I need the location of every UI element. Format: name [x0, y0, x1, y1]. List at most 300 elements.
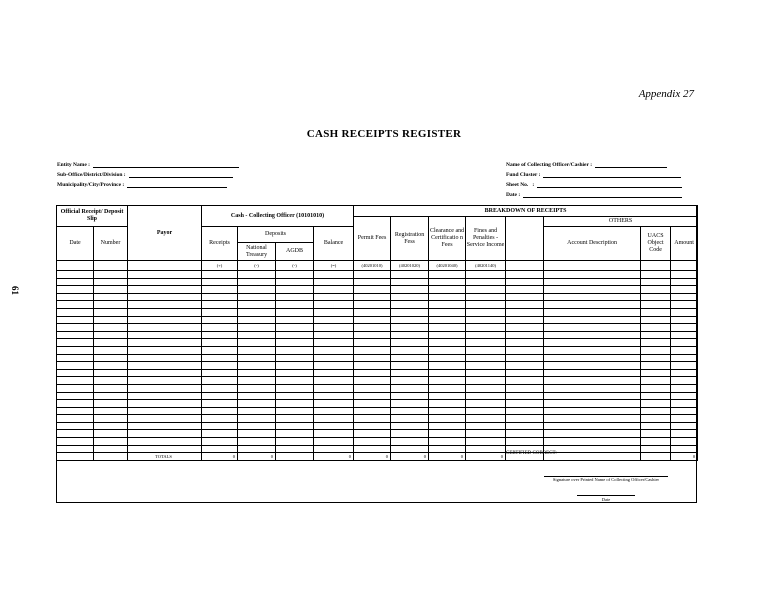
table-cell[interactable]	[671, 362, 698, 370]
table-cell[interactable]	[354, 377, 391, 385]
table-cell[interactable]	[466, 286, 506, 294]
table-cell[interactable]	[641, 392, 671, 400]
table-cell[interactable]	[276, 422, 314, 430]
table-cell[interactable]	[641, 316, 671, 324]
table-cell[interactable]	[276, 339, 314, 347]
table-cell[interactable]	[506, 400, 544, 408]
table-cell[interactable]	[641, 362, 671, 370]
table-cell[interactable]	[429, 445, 466, 453]
table-cell[interactable]	[544, 271, 641, 279]
table-cell[interactable]	[128, 362, 202, 370]
table-cell[interactable]	[57, 271, 94, 279]
table-cell[interactable]	[671, 278, 698, 286]
table-cell[interactable]	[466, 392, 506, 400]
table-cell[interactable]	[57, 354, 94, 362]
table-cell[interactable]	[202, 422, 238, 430]
table-cell[interactable]	[354, 278, 391, 286]
table-cell[interactable]	[238, 331, 276, 339]
table-cell[interactable]	[57, 369, 94, 377]
table-cell[interactable]	[94, 331, 128, 339]
table-cell[interactable]	[429, 400, 466, 408]
table-cell[interactable]	[466, 362, 506, 370]
table-cell[interactable]	[314, 430, 354, 438]
table-cell[interactable]	[544, 339, 641, 347]
table-cell[interactable]	[429, 293, 466, 301]
table-cell[interactable]	[94, 377, 128, 385]
table-cell[interactable]	[641, 354, 671, 362]
table-cell[interactable]	[391, 392, 429, 400]
table-cell[interactable]	[238, 271, 276, 279]
table-cell[interactable]	[238, 445, 276, 453]
table-cell[interactable]	[276, 392, 314, 400]
table-cell[interactable]	[391, 415, 429, 423]
table-cell[interactable]	[391, 369, 429, 377]
table-cell[interactable]	[57, 308, 94, 316]
table-cell[interactable]	[202, 339, 238, 347]
table-cell[interactable]	[641, 346, 671, 354]
table-cell[interactable]	[276, 369, 314, 377]
table-cell[interactable]	[641, 422, 671, 430]
table-cell[interactable]	[94, 354, 128, 362]
table-cell[interactable]	[202, 407, 238, 415]
table-cell[interactable]	[128, 271, 202, 279]
table-cell[interactable]	[314, 369, 354, 377]
table-cell[interactable]	[506, 301, 544, 309]
table-cell[interactable]	[202, 445, 238, 453]
table-cell[interactable]	[354, 301, 391, 309]
table-cell[interactable]	[314, 354, 354, 362]
table-cell[interactable]	[57, 293, 94, 301]
table-cell[interactable]	[354, 369, 391, 377]
table-cell[interactable]	[466, 430, 506, 438]
table-cell[interactable]	[238, 392, 276, 400]
table-cell[interactable]	[391, 271, 429, 279]
table-cell[interactable]	[506, 331, 544, 339]
table-cell[interactable]	[202, 377, 238, 385]
table-cell[interactable]	[671, 384, 698, 392]
table-cell[interactable]	[354, 407, 391, 415]
table-cell[interactable]	[276, 331, 314, 339]
table-cell[interactable]	[506, 354, 544, 362]
table-cell[interactable]	[314, 422, 354, 430]
table-cell[interactable]	[671, 392, 698, 400]
table-cell[interactable]	[354, 415, 391, 423]
table-cell[interactable]	[128, 346, 202, 354]
table-cell[interactable]	[57, 377, 94, 385]
table-cell[interactable]	[57, 278, 94, 286]
table-cell[interactable]	[57, 445, 94, 453]
table-cell[interactable]	[391, 324, 429, 332]
table-cell[interactable]	[57, 324, 94, 332]
table-cell[interactable]	[544, 384, 641, 392]
table-cell[interactable]	[671, 415, 698, 423]
table-cell[interactable]	[671, 301, 698, 309]
table-cell[interactable]	[94, 286, 128, 294]
table-cell[interactable]	[128, 324, 202, 332]
table-cell[interactable]	[429, 415, 466, 423]
table-cell[interactable]	[429, 438, 466, 446]
table-cell[interactable]	[202, 400, 238, 408]
table-cell[interactable]	[466, 377, 506, 385]
table-cell[interactable]	[466, 384, 506, 392]
table-cell[interactable]	[641, 286, 671, 294]
table-cell[interactable]	[429, 316, 466, 324]
table-cell[interactable]	[506, 438, 544, 446]
table-cell[interactable]	[544, 362, 641, 370]
table-cell[interactable]	[354, 354, 391, 362]
table-cell[interactable]	[94, 422, 128, 430]
table-cell[interactable]	[466, 324, 506, 332]
table-cell[interactable]	[202, 438, 238, 446]
table-cell[interactable]	[641, 278, 671, 286]
table-cell[interactable]	[671, 286, 698, 294]
table-cell[interactable]	[429, 331, 466, 339]
table-cell[interactable]	[641, 438, 671, 446]
table-cell[interactable]	[94, 392, 128, 400]
table-cell[interactable]	[238, 407, 276, 415]
table-cell[interactable]	[671, 271, 698, 279]
table-cell[interactable]	[506, 293, 544, 301]
table-cell[interactable]	[466, 346, 506, 354]
table-cell[interactable]	[94, 438, 128, 446]
table-cell[interactable]	[466, 308, 506, 316]
table-cell[interactable]	[429, 339, 466, 347]
table-cell[interactable]	[94, 308, 128, 316]
table-cell[interactable]	[671, 407, 698, 415]
table-cell[interactable]	[429, 362, 466, 370]
fund-cluster-field[interactable]	[506, 171, 681, 178]
table-cell[interactable]	[57, 384, 94, 392]
table-cell[interactable]	[506, 339, 544, 347]
table-cell[interactable]	[429, 384, 466, 392]
table-cell[interactable]	[238, 354, 276, 362]
table-cell[interactable]	[354, 445, 391, 453]
table-cell[interactable]	[544, 377, 641, 385]
table-cell[interactable]	[354, 392, 391, 400]
table-cell[interactable]	[429, 392, 466, 400]
table-cell[interactable]	[276, 438, 314, 446]
table-cell[interactable]	[671, 354, 698, 362]
table-cell[interactable]	[641, 369, 671, 377]
table-cell[interactable]	[128, 293, 202, 301]
table-cell[interactable]	[202, 369, 238, 377]
table-cell[interactable]	[238, 308, 276, 316]
table-cell[interactable]	[202, 308, 238, 316]
table-cell[interactable]	[544, 301, 641, 309]
date-field-blank[interactable]	[523, 191, 682, 198]
table-cell[interactable]	[506, 415, 544, 423]
table-cell[interactable]	[391, 293, 429, 301]
table-cell[interactable]	[57, 362, 94, 370]
table-cell[interactable]	[641, 415, 671, 423]
table-cell[interactable]	[57, 331, 94, 339]
table-cell[interactable]	[238, 324, 276, 332]
municipality-field[interactable]	[57, 181, 227, 188]
table-cell[interactable]	[238, 286, 276, 294]
table-cell[interactable]	[506, 392, 544, 400]
table-cell[interactable]	[314, 362, 354, 370]
sub-office-blank[interactable]	[129, 171, 233, 178]
table-cell[interactable]	[314, 278, 354, 286]
table-cell[interactable]	[544, 392, 641, 400]
table-cell[interactable]	[314, 445, 354, 453]
table-cell[interactable]	[94, 293, 128, 301]
table-cell[interactable]	[506, 346, 544, 354]
table-cell[interactable]	[641, 384, 671, 392]
table-cell[interactable]	[276, 316, 314, 324]
table-cell[interactable]	[57, 346, 94, 354]
table-cell[interactable]	[202, 316, 238, 324]
table-cell[interactable]	[238, 316, 276, 324]
table-cell[interactable]	[128, 384, 202, 392]
table-cell[interactable]	[544, 422, 641, 430]
table-cell[interactable]	[202, 430, 238, 438]
table-cell[interactable]	[314, 293, 354, 301]
table-cell[interactable]	[391, 438, 429, 446]
table-cell[interactable]	[429, 354, 466, 362]
table-cell[interactable]	[641, 339, 671, 347]
table-cell[interactable]	[314, 407, 354, 415]
table-cell[interactable]	[544, 331, 641, 339]
table-cell[interactable]	[354, 271, 391, 279]
table-cell[interactable]	[238, 415, 276, 423]
table-cell[interactable]	[57, 430, 94, 438]
table-cell[interactable]	[544, 354, 641, 362]
table-cell[interactable]	[276, 324, 314, 332]
table-cell[interactable]	[94, 362, 128, 370]
table-cell[interactable]	[57, 422, 94, 430]
table-cell[interactable]	[57, 301, 94, 309]
table-cell[interactable]	[354, 438, 391, 446]
table-cell[interactable]	[238, 301, 276, 309]
table-cell[interactable]	[544, 430, 641, 438]
sheet-no-field[interactable]	[506, 181, 682, 188]
table-cell[interactable]	[354, 430, 391, 438]
table-cell[interactable]	[276, 362, 314, 370]
table-cell[interactable]	[506, 271, 544, 279]
table-cell[interactable]	[202, 354, 238, 362]
table-cell[interactable]	[128, 286, 202, 294]
table-cell[interactable]	[94, 324, 128, 332]
table-cell[interactable]	[128, 316, 202, 324]
table-cell[interactable]	[466, 438, 506, 446]
table-cell[interactable]	[276, 278, 314, 286]
table-cell[interactable]	[276, 354, 314, 362]
table-cell[interactable]	[671, 339, 698, 347]
table-cell[interactable]	[238, 422, 276, 430]
table-cell[interactable]	[314, 316, 354, 324]
table-cell[interactable]	[544, 407, 641, 415]
table-cell[interactable]	[544, 324, 641, 332]
table-cell[interactable]	[466, 278, 506, 286]
table-cell[interactable]	[641, 271, 671, 279]
table-cell[interactable]	[128, 278, 202, 286]
table-cell[interactable]	[94, 271, 128, 279]
table-cell[interactable]	[429, 324, 466, 332]
table-cell[interactable]	[641, 331, 671, 339]
table-cell[interactable]	[391, 384, 429, 392]
table-cell[interactable]	[94, 400, 128, 408]
table-cell[interactable]	[314, 438, 354, 446]
table-cell[interactable]	[314, 308, 354, 316]
table-cell[interactable]	[391, 422, 429, 430]
table-cell[interactable]	[57, 415, 94, 423]
table-cell[interactable]	[391, 362, 429, 370]
table-cell[interactable]	[544, 369, 641, 377]
table-cell[interactable]	[57, 438, 94, 446]
table-cell[interactable]	[671, 369, 698, 377]
table-cell[interactable]	[202, 293, 238, 301]
table-cell[interactable]	[238, 369, 276, 377]
table-cell[interactable]	[671, 377, 698, 385]
table-cell[interactable]	[466, 445, 506, 453]
table-cell[interactable]	[506, 377, 544, 385]
table-cell[interactable]	[94, 316, 128, 324]
table-cell[interactable]	[391, 346, 429, 354]
table-cell[interactable]	[238, 430, 276, 438]
table-cell[interactable]	[506, 316, 544, 324]
table-cell[interactable]	[671, 293, 698, 301]
table-cell[interactable]	[354, 422, 391, 430]
table-cell[interactable]	[276, 346, 314, 354]
table-cell[interactable]	[466, 293, 506, 301]
table-cell[interactable]	[544, 415, 641, 423]
table-cell[interactable]	[466, 369, 506, 377]
table-cell[interactable]	[641, 293, 671, 301]
table-cell[interactable]	[94, 301, 128, 309]
table-cell[interactable]	[202, 331, 238, 339]
table-cell[interactable]	[128, 422, 202, 430]
table-cell[interactable]	[57, 392, 94, 400]
table-cell[interactable]	[391, 331, 429, 339]
table-cell[interactable]	[354, 400, 391, 408]
table-cell[interactable]	[128, 377, 202, 385]
table-cell[interactable]	[544, 400, 641, 408]
table-cell[interactable]	[506, 422, 544, 430]
table-cell[interactable]	[354, 331, 391, 339]
table-cell[interactable]	[671, 430, 698, 438]
table-cell[interactable]	[314, 400, 354, 408]
table-cell[interactable]	[314, 286, 354, 294]
table-cell[interactable]	[544, 308, 641, 316]
table-cell[interactable]	[391, 339, 429, 347]
table-cell[interactable]	[429, 308, 466, 316]
table-cell[interactable]	[276, 407, 314, 415]
table-cell[interactable]	[128, 392, 202, 400]
date-line[interactable]	[577, 495, 635, 496]
table-cell[interactable]	[544, 293, 641, 301]
table-cell[interactable]	[94, 346, 128, 354]
table-cell[interactable]	[391, 377, 429, 385]
table-cell[interactable]	[128, 445, 202, 453]
table-cell[interactable]	[202, 346, 238, 354]
table-cell[interactable]	[57, 400, 94, 408]
table-cell[interactable]	[506, 384, 544, 392]
table-cell[interactable]	[238, 438, 276, 446]
collecting-officer-field[interactable]	[506, 161, 667, 168]
table-cell[interactable]	[276, 271, 314, 279]
table-cell[interactable]	[466, 400, 506, 408]
municipality-blank[interactable]	[127, 181, 227, 188]
table-cell[interactable]	[354, 324, 391, 332]
table-cell[interactable]	[429, 377, 466, 385]
table-cell[interactable]	[671, 422, 698, 430]
table-cell[interactable]	[238, 362, 276, 370]
table-cell[interactable]	[238, 346, 276, 354]
table-cell[interactable]	[641, 324, 671, 332]
table-cell[interactable]	[57, 407, 94, 415]
table-cell[interactable]	[57, 339, 94, 347]
sub-office-field[interactable]	[57, 171, 233, 178]
date-field[interactable]	[506, 191, 682, 198]
table-cell[interactable]	[391, 400, 429, 408]
table-cell[interactable]	[641, 400, 671, 408]
table-cell[interactable]	[94, 407, 128, 415]
table-cell[interactable]	[506, 278, 544, 286]
table-cell[interactable]	[544, 286, 641, 294]
table-cell[interactable]	[671, 346, 698, 354]
table-cell[interactable]	[391, 278, 429, 286]
table-cell[interactable]	[641, 308, 671, 316]
table-cell[interactable]	[391, 407, 429, 415]
table-cell[interactable]	[506, 362, 544, 370]
table-cell[interactable]	[429, 278, 466, 286]
table-cell[interactable]	[354, 286, 391, 294]
entity-name-field[interactable]	[57, 161, 239, 168]
table-cell[interactable]	[391, 445, 429, 453]
table-cell[interactable]	[641, 445, 671, 453]
table-cell[interactable]	[641, 377, 671, 385]
table-cell[interactable]	[128, 438, 202, 446]
table-cell[interactable]	[314, 392, 354, 400]
table-cell[interactable]	[544, 278, 641, 286]
table-cell[interactable]	[94, 430, 128, 438]
table-cell[interactable]	[276, 293, 314, 301]
table-cell[interactable]	[238, 293, 276, 301]
table-cell[interactable]	[57, 316, 94, 324]
table-cell[interactable]	[429, 407, 466, 415]
table-cell[interactable]	[314, 271, 354, 279]
table-cell[interactable]	[354, 339, 391, 347]
table-cell[interactable]	[314, 339, 354, 347]
table-cell[interactable]	[671, 316, 698, 324]
table-cell[interactable]	[466, 301, 506, 309]
table-cell[interactable]	[466, 415, 506, 423]
table-cell[interactable]	[202, 384, 238, 392]
table-cell[interactable]	[391, 286, 429, 294]
table-cell[interactable]	[128, 301, 202, 309]
table-cell[interactable]	[202, 324, 238, 332]
table-cell[interactable]	[314, 331, 354, 339]
table-cell[interactable]	[314, 301, 354, 309]
collecting-officer-blank[interactable]	[595, 161, 667, 168]
table-cell[interactable]	[128, 339, 202, 347]
table-cell[interactable]	[429, 430, 466, 438]
table-cell[interactable]	[202, 271, 238, 279]
table-cell[interactable]	[391, 308, 429, 316]
table-cell[interactable]	[506, 324, 544, 332]
table-cell[interactable]	[391, 316, 429, 324]
table-cell[interactable]	[94, 278, 128, 286]
table-cell[interactable]	[544, 445, 641, 453]
table-cell[interactable]	[671, 308, 698, 316]
table-cell[interactable]	[354, 346, 391, 354]
table-cell[interactable]	[94, 339, 128, 347]
fund-cluster-blank[interactable]	[543, 171, 681, 178]
table-cell[interactable]	[466, 316, 506, 324]
table-cell[interactable]	[671, 445, 698, 453]
table-cell[interactable]	[314, 384, 354, 392]
